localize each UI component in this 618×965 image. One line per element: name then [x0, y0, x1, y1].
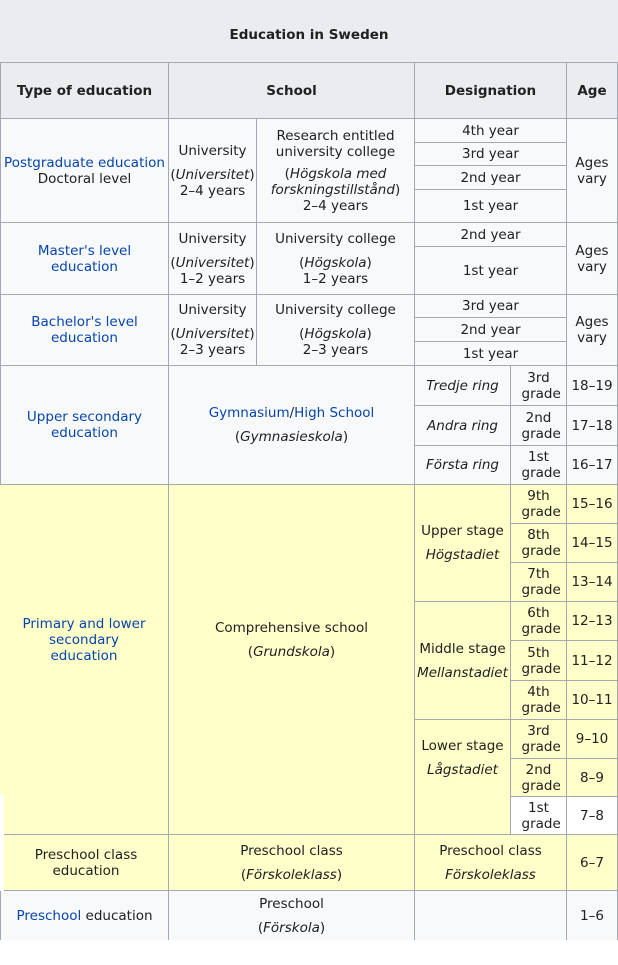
bachelor-college-cell — [257, 295, 415, 366]
bachelor-age — [567, 295, 618, 366]
grade-cell — [511, 759, 567, 797]
master-age — [567, 223, 618, 295]
age-vary-label: Ages vary — [575, 314, 609, 346]
postgraduate-college-cell — [257, 119, 415, 223]
preschool-class-name: Preschool class — [240, 842, 343, 859]
stage-upper — [415, 485, 511, 602]
grade-cell — [511, 366, 567, 406]
ring-andra: Andra ring — [415, 406, 511, 446]
grade-cell — [511, 681, 567, 720]
master-university-cell — [169, 223, 257, 295]
university-years: 2–4 years — [179, 182, 246, 199]
college-name: University college — [275, 230, 396, 247]
university-name: University — [178, 302, 247, 318]
preschool-class-type-cell — [4, 835, 169, 891]
university-name: University — [178, 230, 247, 247]
preschool-class-education-label: Preschool class education — [34, 846, 138, 879]
header-type-of-education: Type of education — [0, 63, 169, 119]
university-native-name: (Universitet) — [170, 254, 255, 271]
primary-school-cell-tail — [169, 795, 415, 835]
high-school-link[interactable]: High School — [294, 405, 375, 421]
stage-middle — [415, 602, 511, 720]
age-cell: 7–8 — [567, 797, 618, 835]
college-native-italic: Högskola med forskningstillstånd — [270, 165, 395, 198]
doctoral-level-label: Doctoral level — [37, 170, 132, 187]
university-years: 2–3 years — [179, 342, 246, 358]
primary-type-cell — [0, 485, 169, 795]
age-vary-label: Ages vary — [575, 154, 609, 187]
stage-name: Upper stage — [421, 523, 504, 539]
designation-1st-year: 1st year — [415, 247, 567, 295]
grade-label: 9th grade — [521, 488, 561, 520]
age-cell: 8–9 — [567, 759, 618, 797]
university-years: 1–2 years — [179, 270, 246, 287]
grade-label: 3rd grade — [521, 723, 561, 755]
stage-native: Högstadiet — [425, 547, 500, 563]
master-college-cell — [257, 223, 415, 295]
university-native-italic: Universitet — [175, 166, 250, 183]
postgraduate-education-link[interactable]: Postgraduate education — [4, 154, 165, 171]
stage-native: Mellanstadiet — [417, 664, 508, 681]
grade-cell — [511, 641, 567, 681]
college-native-name: (Högskola) — [299, 326, 372, 342]
grade-label: 2nd grade — [521, 409, 561, 442]
stage-name: Middle stage — [419, 640, 506, 657]
preschool-school-cell — [169, 891, 415, 940]
header-age: Age — [567, 63, 618, 119]
age-cell: 16–17 — [567, 446, 618, 485]
designation-2nd-year: 2nd year — [415, 223, 567, 247]
header-school: School — [169, 63, 415, 119]
college-native-italic: Högskola — [304, 254, 367, 271]
college-native-italic: Högskola — [304, 326, 367, 342]
primary-school-cell — [169, 485, 415, 795]
college-years: 1–2 years — [302, 270, 369, 287]
postgraduate-age — [567, 119, 618, 223]
upper-secondary-type-cell — [0, 366, 169, 485]
school-native-name: (Gymnasieskola) — [234, 429, 349, 445]
designation-1st-year: 1st year — [415, 342, 567, 366]
grade-cell — [511, 602, 567, 641]
school-separator: / — [289, 405, 295, 421]
designation-2nd-year: 2nd year — [415, 318, 567, 342]
postgraduate-type-cell — [0, 119, 169, 223]
school-native-name: (Grundskola) — [247, 644, 336, 660]
age-cell: 15–16 — [567, 485, 618, 524]
university-native-name: (Universitet) — [170, 166, 255, 183]
ring-tredje: Tredje ring — [415, 366, 511, 406]
preschool-link[interactable]: Preschool — [16, 907, 82, 924]
primary-type-cell-tail — [4, 795, 169, 835]
grade-cell — [511, 485, 567, 524]
age-cell: 17–18 — [567, 406, 618, 446]
age-cell: 10–11 — [567, 681, 618, 720]
college-years: 2–4 years — [302, 197, 369, 214]
college-years: 2–3 years — [302, 342, 369, 358]
designation-2nd-year: 2nd year — [415, 166, 567, 190]
bachelor-university-cell — [169, 295, 257, 366]
school-native-italic: Förskoleklass — [246, 866, 337, 883]
masters-level-education-link[interactable]: Master's level education — [37, 242, 132, 275]
age-cell: 13–14 — [567, 563, 618, 602]
stage-lower-tail — [415, 795, 511, 835]
master-type-cell — [0, 223, 169, 295]
preschool-education-suffix: education — [81, 907, 153, 924]
grade-cell — [511, 720, 567, 759]
university-native-italic: Universitet — [175, 326, 250, 342]
primary-lower-secondary-education-link[interactable]: Primary and lower secondary education — [22, 616, 146, 664]
preschool-name: Preschool — [259, 895, 324, 912]
preschool-age: 1–6 — [567, 891, 618, 940]
grade-label: 8th grade — [521, 527, 561, 559]
designation-1st-year: 1st year — [415, 190, 567, 223]
grade-label: 5th grade — [521, 644, 561, 677]
header-designation: Designation — [415, 63, 567, 119]
school-native-italic: Förskola — [263, 919, 320, 936]
college-name: University college — [275, 302, 396, 318]
age-cell: 12–13 — [567, 602, 618, 641]
bachelor-type-cell — [0, 295, 169, 366]
designation-4th-year: 4th year — [415, 119, 567, 143]
grade-cell — [511, 563, 567, 602]
age-cell: 14–15 — [567, 524, 618, 563]
preschool-designation-cell — [415, 891, 567, 940]
designation-3rd-year: 3rd year — [415, 143, 567, 166]
school-native-name: (Förskola) — [257, 919, 326, 936]
grade-label: 1st grade — [521, 449, 561, 481]
designation-name: Preschool class — [439, 842, 542, 859]
grade-label: 7th grade — [521, 566, 561, 598]
university-native-name: (Universitet) — [170, 326, 255, 342]
stage-lower — [415, 720, 511, 795]
college-native-name: (Högskola med forskningstillstånd) — [270, 165, 401, 198]
preschool-class-age: 6–7 — [567, 835, 618, 891]
grade-cell — [511, 797, 567, 835]
university-native-italic: Universitet — [175, 254, 250, 271]
stage-name: Lower stage — [421, 737, 504, 754]
school-native-italic: Gymnasieskola — [240, 429, 343, 445]
preschool-class-designation-cell — [415, 835, 567, 891]
grade-label: 4th grade — [521, 684, 561, 716]
stage-native: Lågstadiet — [427, 761, 498, 778]
designation-native: Förskoleklass — [445, 866, 536, 883]
grade-label: 1st grade — [521, 799, 561, 832]
school-native-name: (Förskoleklass) — [240, 866, 343, 883]
ring-forsta: Första ring — [415, 446, 511, 485]
upper-secondary-school-cell — [169, 366, 415, 485]
college-native-name: (Högskola) — [299, 254, 372, 271]
age-cell: 9–10 — [567, 720, 618, 759]
designation-3rd-year: 3rd year — [415, 295, 567, 318]
age-cell: 11–12 — [567, 641, 618, 681]
upper-secondary-education-link[interactable]: Upper secondary education — [26, 409, 143, 441]
grade-cell — [511, 524, 567, 563]
grade-cell — [511, 406, 567, 446]
age-vary-label: Ages vary — [575, 242, 609, 275]
postgraduate-university-cell — [169, 119, 257, 223]
grade-label: 6th grade — [521, 605, 561, 637]
university-name: University — [178, 142, 247, 159]
college-name: Research entitled university college — [275, 127, 396, 160]
preschool-type-cell — [0, 891, 169, 940]
school-native-italic: Grundskola — [253, 644, 330, 660]
table-caption: Education in Sweden — [0, 0, 618, 63]
grade-label: 3rd grade — [521, 369, 561, 402]
bachelors-level-education-link[interactable]: Bachelor's level education — [31, 314, 138, 346]
grade-cell — [511, 446, 567, 485]
grade-label: 2nd grade — [521, 761, 561, 794]
gymnasium-link[interactable]: Gymnasium — [208, 405, 290, 421]
comprehensive-school-name: Comprehensive school — [214, 620, 369, 636]
age-cell: 18–19 — [567, 366, 618, 406]
preschool-class-school-cell — [169, 835, 415, 891]
